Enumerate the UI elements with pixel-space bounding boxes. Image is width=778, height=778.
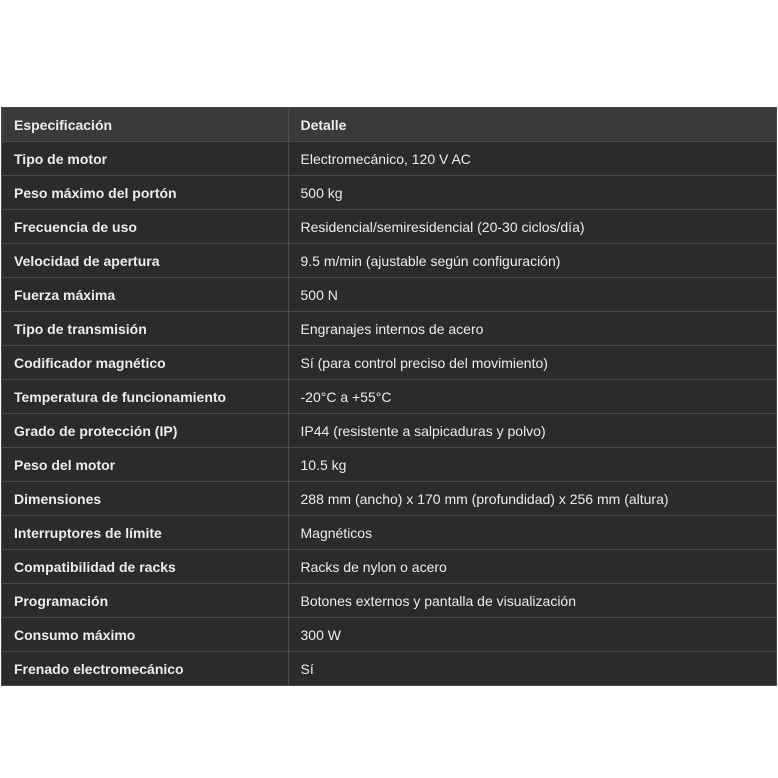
spec-detail-cell: 500 kg <box>288 176 776 210</box>
spec-detail-cell: Sí (para control preciso del movimiento) <box>288 346 776 380</box>
spec-name-cell: Velocidad de apertura <box>2 244 288 278</box>
header-row <box>2 108 776 142</box>
table-row <box>2 414 776 448</box>
spec-table-container <box>1 107 777 686</box>
spec-name-cell: Peso del motor <box>2 448 288 482</box>
spec-detail-cell: 500 N <box>288 278 776 312</box>
spec-name-cell: Dimensiones <box>2 482 288 516</box>
table-row <box>2 448 776 482</box>
table-row <box>2 380 776 414</box>
spec-detail-cell: Racks de nylon o acero <box>288 550 776 584</box>
spec-table-body <box>2 142 776 686</box>
spec-detail-cell: Engranajes internos de acero <box>288 312 776 346</box>
spec-name-cell: Tipo de transmisión <box>2 312 288 346</box>
table-row <box>2 516 776 550</box>
spec-table <box>2 108 776 685</box>
spec-name-cell: Codificador magnético <box>2 346 288 380</box>
spec-detail-cell: Residencial/semiresidencial (20-30 ciclos/día) <box>288 210 776 244</box>
spec-name-cell: Compatibilidad de racks <box>2 550 288 584</box>
spec-name-cell: Peso máximo del portón <box>2 176 288 210</box>
table-row <box>2 312 776 346</box>
spec-detail-cell: 300 W <box>288 618 776 652</box>
table-row <box>2 176 776 210</box>
table-row <box>2 244 776 278</box>
spec-name-cell: Fuerza máxima <box>2 278 288 312</box>
header-detalle: Detalle <box>288 108 776 142</box>
spec-detail-cell: Botones externos y pantalla de visualización <box>288 584 776 618</box>
table-row <box>2 346 776 380</box>
header-especificacion: Especificación <box>2 108 288 142</box>
spec-name-cell: Frecuencia de uso <box>2 210 288 244</box>
spec-name-cell: Consumo máximo <box>2 618 288 652</box>
spec-detail-cell: 10.5 kg <box>288 448 776 482</box>
spec-name-cell: Grado de protección (IP) <box>2 414 288 448</box>
table-row <box>2 210 776 244</box>
spec-detail-cell: 9.5 m/min (ajustable según configuración) <box>288 244 776 278</box>
spec-detail-cell: Magnéticos <box>288 516 776 550</box>
table-row <box>2 142 776 176</box>
spec-detail-cell: 288 mm (ancho) x 170 mm (profundidad) x 256 mm (altura) <box>288 482 776 516</box>
table-row <box>2 652 776 686</box>
table-row <box>2 550 776 584</box>
spec-detail-cell: IP44 (resistente a salpicaduras y polvo) <box>288 414 776 448</box>
spec-name-cell: Programación <box>2 584 288 618</box>
table-row <box>2 482 776 516</box>
table-row <box>2 618 776 652</box>
table-row <box>2 584 776 618</box>
spec-table-header <box>2 108 776 142</box>
spec-detail-cell: Electromecánico, 120 V AC <box>288 142 776 176</box>
spec-name-cell: Tipo de motor <box>2 142 288 176</box>
spec-name-cell: Interruptores de límite <box>2 516 288 550</box>
spec-name-cell: Temperatura de funcionamiento <box>2 380 288 414</box>
spec-detail-cell: Sí <box>288 652 776 686</box>
spec-name-cell: Frenado electromecánico <box>14 660 184 677</box>
table-row <box>2 278 776 312</box>
spec-detail-cell: -20°C a +55°C <box>288 380 776 414</box>
